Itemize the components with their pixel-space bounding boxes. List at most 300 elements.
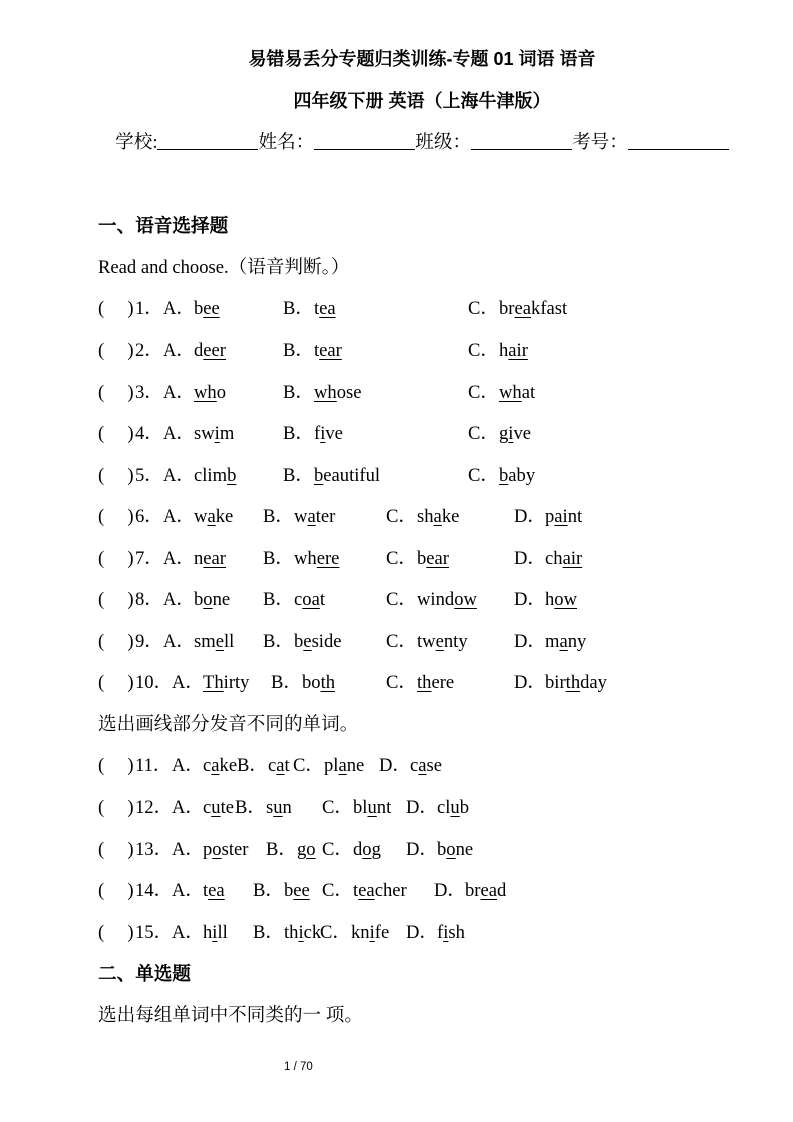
word-part: ny	[567, 630, 587, 652]
word-part: b	[437, 838, 447, 860]
word-part: pl	[324, 755, 339, 777]
question-number: 11．	[135, 755, 172, 777]
option-label: C．	[468, 381, 499, 403]
word-part: nt	[376, 797, 392, 819]
underlined-letters: wh	[499, 381, 522, 403]
option-word	[294, 621, 342, 663]
underlined-letters: o	[212, 838, 222, 860]
option-label: B．	[263, 506, 294, 528]
question-number: 12．	[135, 797, 173, 819]
option-label: A．	[172, 755, 205, 777]
answer-blank: ( )	[98, 672, 134, 694]
word-part: g	[297, 838, 307, 860]
word-part: bl	[353, 797, 368, 819]
question-number: 4．	[135, 423, 163, 445]
word-part: h	[545, 589, 555, 611]
option-label: D．	[514, 630, 547, 652]
option-word	[353, 870, 407, 912]
underlined-letters: a	[433, 506, 442, 528]
section-heading: 二、单选题	[98, 963, 191, 985]
document-title: 易错易丢分专题归类训练-专题 01 词语 语音	[248, 49, 596, 70]
word-part: p	[545, 506, 555, 528]
word-part: b	[194, 589, 204, 611]
option-label: C．	[468, 464, 499, 486]
option-word	[194, 288, 220, 330]
word-part: ck	[303, 921, 322, 943]
option-label: A．	[163, 298, 196, 320]
option-word	[499, 372, 535, 414]
answer-blank: ( )	[98, 547, 134, 569]
option-word	[294, 538, 339, 580]
option-word	[203, 912, 228, 954]
name-blank	[314, 135, 415, 150]
word-part: h	[499, 340, 509, 362]
option-label: D．	[434, 880, 467, 902]
word-part: f	[437, 921, 444, 943]
underlined-letters: th	[565, 672, 581, 694]
question-row	[0, 621, 793, 663]
option-label: C．	[386, 589, 417, 611]
word-part: fe	[374, 921, 390, 943]
word-part: g	[499, 423, 509, 445]
option-label: D．	[514, 672, 547, 694]
word-part: t	[314, 298, 320, 320]
document-subtitle: 四年级下册 英语（上海牛津版）	[293, 90, 551, 111]
option-word	[268, 745, 290, 787]
word-part: d	[353, 838, 363, 860]
word-part: nt	[567, 506, 583, 528]
option-word	[302, 662, 335, 704]
option-label: B．	[283, 298, 314, 320]
option-word	[194, 413, 234, 455]
word-part: ster	[221, 838, 249, 860]
option-word	[465, 870, 506, 912]
question-number: 10．	[135, 672, 173, 694]
word-part: w	[294, 506, 308, 528]
question-row	[0, 829, 793, 871]
answer-blank: ( )	[98, 755, 134, 777]
word-part: th	[284, 921, 299, 943]
underlined-letters: b	[227, 464, 237, 486]
word-part: t	[319, 589, 325, 611]
word-part: ll	[223, 630, 235, 652]
word-part: ve	[513, 423, 532, 445]
word-part: g	[371, 838, 381, 860]
word-part: cher	[374, 880, 407, 902]
option-label: B．	[235, 797, 266, 819]
underlined-letters: b	[499, 464, 509, 486]
class-label: 班级：	[415, 132, 472, 154]
section-heading: 一、语音选择题	[98, 215, 229, 237]
option-word	[437, 912, 465, 954]
answer-blank: ( )	[98, 630, 134, 652]
option-word	[417, 621, 468, 663]
underlined-letters: ea	[319, 298, 336, 320]
option-label: D．	[514, 547, 547, 569]
answer-blank: ( )	[98, 506, 134, 528]
underlined-letters: oa	[302, 589, 320, 611]
word-part: b	[294, 630, 304, 652]
option-word	[545, 579, 577, 621]
option-word	[410, 745, 442, 787]
word-part: ll	[217, 921, 228, 943]
option-word	[417, 496, 459, 538]
underlined-letters: i	[508, 423, 514, 445]
word-part: o	[216, 381, 227, 403]
option-word	[194, 372, 226, 414]
option-label: A．	[172, 672, 205, 694]
option-word	[353, 787, 391, 829]
option-label: C．	[386, 630, 417, 652]
option-label: C．	[322, 838, 353, 860]
word-part: irty	[223, 672, 250, 694]
option-word	[545, 662, 607, 704]
word-part: cl	[437, 797, 451, 819]
option-label: B．	[283, 464, 314, 486]
word-part: c	[203, 755, 212, 777]
option-label: C．	[468, 340, 499, 362]
word-part: ch	[545, 547, 563, 569]
underlined-letters: e	[435, 630, 444, 652]
option-word	[499, 330, 528, 372]
word-part: c	[268, 755, 277, 777]
word-part: b	[459, 797, 470, 819]
option-label: D．	[406, 797, 439, 819]
underlined-letters: u	[211, 797, 221, 819]
question-row	[0, 455, 793, 497]
option-word	[545, 621, 586, 663]
option-word	[284, 870, 310, 912]
word-part: br	[465, 880, 481, 902]
option-word	[194, 538, 226, 580]
word-part: s	[266, 797, 274, 819]
question-row	[0, 538, 793, 580]
option-label: C．	[322, 797, 353, 819]
word-part: day	[580, 672, 607, 694]
word-part: ne	[212, 589, 231, 611]
underlined-letters: a	[207, 506, 216, 528]
question-number: 1．	[135, 298, 163, 320]
option-label: A．	[163, 506, 196, 528]
option-label: A．	[163, 423, 196, 445]
word-part: ne	[455, 838, 474, 860]
option-label: B．	[263, 589, 294, 611]
underlined-letters: ea	[208, 880, 225, 902]
option-word	[194, 496, 233, 538]
option-label: C．	[386, 547, 417, 569]
option-label: B．	[253, 921, 284, 943]
option-word	[545, 538, 582, 580]
question-row	[0, 912, 793, 954]
question-number: 7．	[135, 547, 163, 569]
option-label: A．	[163, 381, 196, 403]
page-content	[0, 39, 793, 1036]
section-instruction: 选出画线部分发音不同的单词。	[98, 713, 359, 735]
answer-blank: ( )	[98, 340, 134, 362]
word-part: c	[410, 755, 419, 777]
option-word	[417, 662, 454, 704]
answer-blank: ( )	[98, 880, 134, 902]
word-part: eautiful	[323, 464, 381, 486]
section-instruction: Read and choose.（语音判断。）	[98, 256, 350, 278]
underlined-letters: i	[212, 921, 218, 943]
option-label: B．	[283, 423, 314, 445]
answer-blank: ( )	[98, 423, 134, 445]
underlined-letters: ea	[514, 298, 532, 320]
underlined-letters: eer	[203, 340, 226, 362]
option-label: A．	[172, 838, 205, 860]
word-part: t	[284, 755, 290, 777]
section-instruction: 选出每组单词中不同类的一 项。	[98, 1004, 363, 1026]
underlined-letters: ea	[480, 880, 498, 902]
underlined-letters: i	[320, 423, 326, 445]
option-label: B．	[263, 630, 294, 652]
question-row	[0, 579, 793, 621]
word-part: d	[194, 340, 204, 362]
word-part: t	[314, 340, 320, 362]
underlined-letters: u	[450, 797, 460, 819]
word-part: kfast	[531, 298, 568, 320]
underlined-letters: a	[276, 755, 285, 777]
underlined-letters: a	[211, 755, 220, 777]
underlined-letters: ee	[293, 880, 310, 902]
option-label: D．	[406, 838, 439, 860]
underlined-letters: ear	[426, 547, 449, 569]
option-word	[545, 496, 582, 538]
word-part: nty	[443, 630, 468, 652]
option-label: C．	[320, 921, 351, 943]
option-word	[351, 912, 389, 954]
word-part: br	[499, 298, 515, 320]
word-part: t	[353, 880, 359, 902]
word-part: ne	[346, 755, 365, 777]
option-label: D．	[514, 506, 547, 528]
word-part: ter	[315, 506, 336, 528]
word-part: sh	[448, 921, 465, 943]
option-word	[314, 288, 336, 330]
option-label: B．	[283, 340, 314, 362]
question-row	[0, 496, 793, 538]
question-number: 13．	[135, 838, 173, 860]
word-part: tw	[417, 630, 436, 652]
option-label: D．	[406, 921, 439, 943]
underlined-letters: ea	[358, 880, 375, 902]
question-list	[0, 745, 793, 953]
option-label: A．	[163, 464, 196, 486]
question-number: 3．	[135, 381, 163, 403]
option-word	[314, 372, 362, 414]
question-number: 5．	[135, 464, 163, 486]
word-part: kn	[351, 921, 370, 943]
word-part: clim	[194, 464, 228, 486]
option-label: D．	[379, 755, 412, 777]
underlined-letters: ow	[454, 589, 477, 611]
underlined-letters: o	[446, 838, 456, 860]
exam-number-label: 考号：	[572, 132, 628, 154]
option-word	[266, 787, 292, 829]
word-part: t	[203, 880, 209, 902]
option-label: A．	[163, 547, 196, 569]
page-number: 1 / 70	[284, 1061, 313, 1073]
word-part: wh	[294, 547, 317, 569]
option-label: C．	[386, 506, 417, 528]
option-label: C．	[293, 755, 324, 777]
question-row	[0, 413, 793, 455]
underlined-letters: a	[559, 630, 568, 652]
word-part: at	[521, 381, 536, 403]
option-word	[203, 662, 249, 704]
option-label: D．	[514, 589, 547, 611]
class-blank	[471, 135, 572, 150]
underlined-letters: ere	[316, 547, 340, 569]
option-word	[314, 455, 380, 497]
word-part: ke	[441, 506, 460, 528]
option-label: B．	[283, 381, 314, 403]
underlined-letters: ow	[554, 589, 578, 611]
question-number: 6．	[135, 506, 163, 528]
underlined-letters: i	[214, 423, 220, 445]
word-part: ve	[325, 423, 343, 445]
word-part: f	[314, 423, 321, 445]
underlined-letters: o	[203, 589, 213, 611]
word-part: ke	[215, 506, 234, 528]
option-label: C．	[468, 423, 499, 445]
option-word	[284, 912, 321, 954]
option-label: A．	[163, 340, 196, 362]
word-part: c	[203, 797, 212, 819]
name-label: 姓名：	[258, 132, 315, 154]
answer-blank: ( )	[98, 589, 134, 611]
option-word	[203, 787, 234, 829]
word-part: b	[194, 298, 204, 320]
question-row	[0, 787, 793, 829]
option-label: C．	[322, 880, 353, 902]
underlined-letters: th	[417, 672, 432, 694]
word-part: b	[417, 547, 427, 569]
word-part: ere	[431, 672, 455, 694]
option-word	[294, 496, 335, 538]
option-word	[194, 455, 236, 497]
option-word	[203, 745, 237, 787]
underlined-letters: wh	[194, 381, 217, 403]
answer-blank: ( )	[98, 921, 134, 943]
underlined-letters: u	[273, 797, 283, 819]
word-part: b	[284, 880, 294, 902]
word-part: ose	[336, 381, 362, 403]
option-word	[353, 829, 381, 871]
word-part: aby	[508, 464, 536, 486]
question-row	[0, 330, 793, 372]
option-word	[294, 579, 325, 621]
exam-number-blank	[628, 135, 729, 150]
option-label: A．	[172, 880, 205, 902]
option-label: B．	[263, 547, 294, 569]
underlined-letters: i	[443, 921, 449, 943]
answer-blank: ( )	[98, 464, 134, 486]
word-part: ke	[219, 755, 238, 777]
option-label: B．	[253, 880, 284, 902]
option-label: A．	[163, 630, 196, 652]
question-row	[0, 870, 793, 912]
word-part: sw	[194, 423, 215, 445]
option-label: A．	[172, 797, 205, 819]
option-word	[194, 330, 226, 372]
word-part: bo	[302, 672, 321, 694]
underlined-letters: o	[362, 838, 372, 860]
question-row	[0, 372, 793, 414]
question-number: 14．	[135, 880, 173, 902]
option-label: B．	[237, 755, 268, 777]
question-number: 15．	[135, 921, 173, 943]
underlined-letters: ee	[203, 298, 220, 320]
answer-blank: ( )	[98, 381, 134, 403]
underlined-letters: e	[303, 630, 312, 652]
underlined-letters: Th	[203, 672, 224, 694]
underlined-letters: air	[562, 547, 583, 569]
underlined-letters: i	[369, 921, 375, 943]
word-part: p	[203, 838, 213, 860]
underlined-letters: u	[367, 797, 377, 819]
option-label: C．	[468, 298, 499, 320]
underlined-letters: a	[307, 506, 316, 528]
word-part: c	[294, 589, 303, 611]
word-part: sh	[417, 506, 434, 528]
word-part: bir	[545, 672, 566, 694]
underlined-letters: i	[298, 921, 304, 943]
underlined-letters: th	[320, 672, 336, 694]
underlined-letters: b	[314, 464, 324, 486]
word-part: se	[426, 755, 443, 777]
question-list	[0, 288, 793, 703]
question-number: 9．	[135, 630, 163, 652]
option-word	[194, 621, 234, 663]
option-word	[437, 829, 473, 871]
word-part: n	[194, 547, 204, 569]
student-info-line	[98, 122, 746, 164]
option-word	[297, 829, 316, 871]
option-label: A．	[163, 589, 196, 611]
word-part: side	[311, 630, 342, 652]
option-word	[499, 455, 535, 497]
option-label: A．	[172, 921, 205, 943]
word-part: n	[282, 797, 292, 819]
answer-blank: ( )	[98, 298, 134, 320]
question-row	[0, 288, 793, 330]
option-word	[417, 579, 477, 621]
underlined-letters: air	[508, 340, 528, 362]
underlined-letters: a	[418, 755, 427, 777]
word-part: d	[497, 880, 507, 902]
question-row	[0, 662, 793, 704]
option-word	[194, 579, 230, 621]
option-label: B．	[266, 838, 297, 860]
option-word	[499, 413, 531, 455]
option-word	[203, 829, 248, 871]
question-number: 2．	[135, 340, 163, 362]
option-word	[314, 413, 343, 455]
word-part: wind	[417, 589, 455, 611]
underlined-letters: e	[215, 630, 224, 652]
word-part: h	[203, 921, 213, 943]
underlined-letters: wh	[314, 381, 337, 403]
option-word	[324, 745, 364, 787]
option-word	[499, 288, 567, 330]
answer-blank: ( )	[98, 797, 134, 819]
underlined-letters: ear	[319, 340, 342, 362]
option-word	[437, 787, 469, 829]
underlined-letters: a	[338, 755, 347, 777]
option-word	[314, 330, 342, 372]
